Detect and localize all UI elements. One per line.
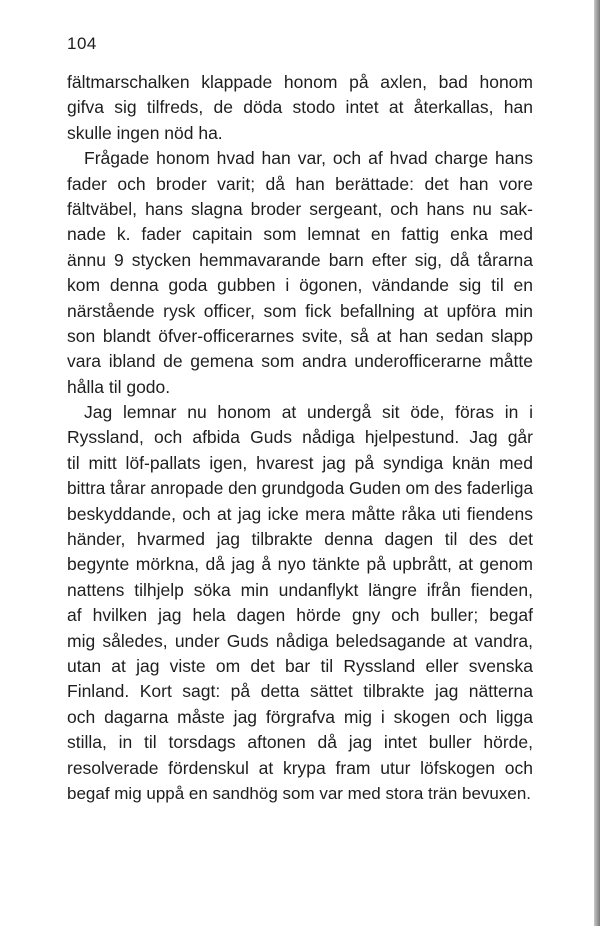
text-line: ännu 9 stycken hemmavarande barn efter sig, då tårarna xyxy=(67,249,533,270)
text-line: och dagarna måste jag förgrafva mig i skogen och ligga xyxy=(67,706,533,727)
text-line: begaf mig uppå en sandhög som var med stora trän bevuxen. xyxy=(67,783,532,803)
text-line: son blandt öfver-officerarnes svite, så at han sedan slapp xyxy=(67,325,533,346)
text-line: af hvilken jag hela dagen hörde gny och buller; begaf xyxy=(67,605,533,626)
text-line: hålla til godo. xyxy=(67,376,171,397)
text-line: Frågade honom hvad han var, och af hvad charge hans xyxy=(84,148,533,169)
text-line: til mitt löf-pallats igen, hvarest jag på syndiga knän med xyxy=(67,452,533,473)
text-line: fältväbel, hans slagna broder sergeant, och hans nu sak- xyxy=(67,198,533,219)
page-edge-shadow xyxy=(594,0,600,926)
body-text xyxy=(67,70,533,806)
text-line: nattens tilhjelp söka min undanflykt längre ifrån fienden, xyxy=(67,579,533,600)
text-line: gifva sig tilfreds, de döda stodo intet at återkallas, han xyxy=(67,97,533,118)
text-line: beskyddande, och at jag icke mera måtte råka uti fiendens xyxy=(67,503,533,524)
text-line: kom denna goda gubben i ögonen, vändande sig til en xyxy=(67,275,533,296)
text-line: mig således, under Guds nådiga beledsagande at vandra, xyxy=(67,630,533,651)
text-line: utan at jag viste om det bar til Ryssland eller svenska xyxy=(67,655,533,676)
text-line: vara ibland de gemena som andra underofficerarne måtte xyxy=(67,351,533,372)
text-line: Jag lemnar nu honom at undergå sit öde, föras in i xyxy=(84,402,533,423)
text-line: Finland. Kort sagt: på detta sättet tilbrakte jag nätterna xyxy=(67,681,533,702)
text-line: fältmarschalken klappade honom på axlen, bad honom xyxy=(67,72,533,92)
text-line: närstående rysk officer, som fick befallning at upföra min xyxy=(67,300,533,321)
text-line: händer, hvarmed jag tilbrakte denna dagen til des det xyxy=(67,529,533,550)
text-line: resolverade fördenskul at krypa fram utur löfskogen och xyxy=(67,757,533,778)
text-line: bittra tårar anropade den grundgoda Guden om des faderliga xyxy=(67,478,534,499)
text-line: Ryssland, och afbida Guds nådiga hjelpestund. Jag går xyxy=(67,427,533,448)
text-line: fader och broder varit; då han berättade: det han vore xyxy=(67,173,533,194)
text-line: skulle ingen nöd ha. xyxy=(67,122,223,143)
page-number: 104 xyxy=(67,34,97,53)
text-line: nade k. fader capitain som lemnat en fattig enka med xyxy=(67,224,533,245)
text-line: begynte mörkna, då jag å nyo tänkte på upbrått, at genom xyxy=(67,554,533,575)
text-line: stilla, in til torsdags aftonen då jag intet buller hörde, xyxy=(67,732,533,753)
